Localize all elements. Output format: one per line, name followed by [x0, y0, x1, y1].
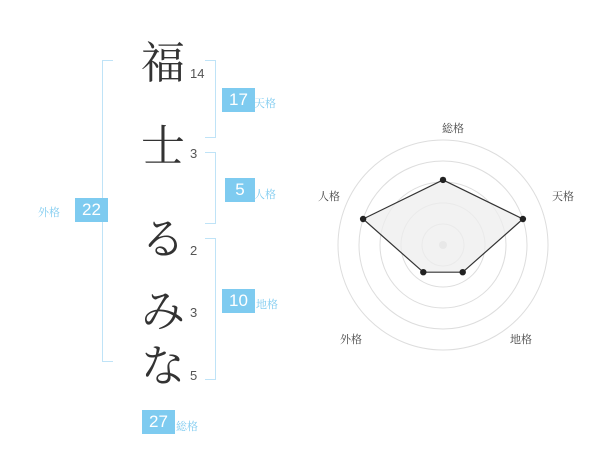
score-badge-chikaku: 10	[222, 289, 255, 313]
radar-axis-label-chikaku: 地格	[510, 334, 532, 346]
name-char-4: み	[141, 287, 185, 336]
score-label-jinkaku: 人格	[254, 189, 276, 201]
radar-chart-panel	[320, 0, 600, 470]
chikaku-bracket	[205, 238, 216, 380]
name-char-5: な	[141, 342, 185, 391]
radar-chart	[320, 0, 600, 470]
radar-axis-label-gaikaku: 外格	[340, 334, 362, 346]
tenkaku-bracket	[205, 60, 216, 138]
name-char-5-strokes: 5	[190, 368, 198, 383]
jinkaku-bracket	[205, 152, 216, 224]
name-char-2: 士	[141, 122, 185, 171]
name-char-1-strokes: 14	[190, 66, 205, 81]
score-label-chikaku: 地格	[256, 299, 278, 311]
name-char-1: 福	[141, 39, 185, 88]
radar-axis-label-soukaku: 総格	[442, 123, 464, 135]
name-char-4-strokes: 3	[190, 305, 198, 320]
radar-axis-label-jinkaku: 人格	[318, 191, 340, 203]
score-badge-tenkaku: 17	[222, 88, 255, 112]
score-badge-soukaku: 27	[142, 410, 175, 434]
radar-axis-label-tenkaku: 天格	[552, 191, 574, 203]
score-label-gaikaku: 外格	[38, 207, 60, 219]
name-char-2-strokes: 3	[190, 146, 198, 161]
name-char-3-strokes: 2	[190, 243, 198, 258]
score-badge-gaikaku: 22	[75, 198, 108, 222]
score-label-soukaku: 総格	[176, 421, 198, 433]
score-label-tenkaku: 天格	[254, 98, 276, 110]
name-char-3: る	[141, 215, 185, 264]
score-badge-jinkaku: 5	[225, 178, 255, 202]
